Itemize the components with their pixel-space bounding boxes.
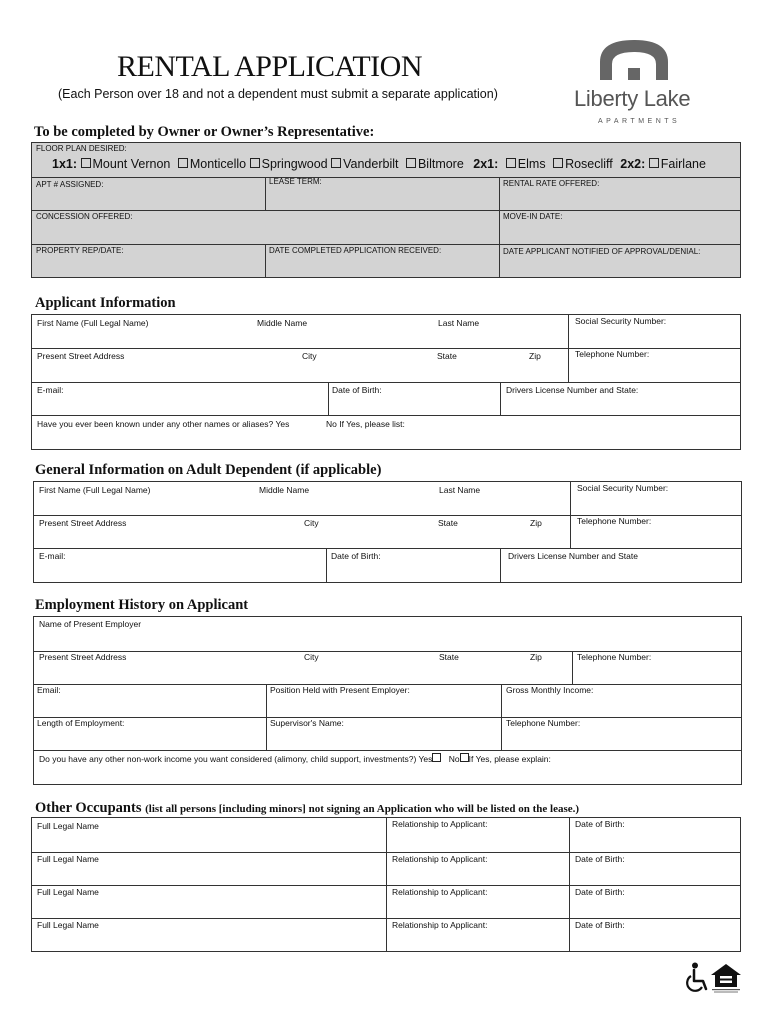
liberty-lake-logo-icon (568, 36, 703, 131)
emp-zip-label: Zip (530, 652, 542, 662)
emp-street-label: Present Street Address (39, 652, 127, 662)
page-title: RENTAL APPLICATION (117, 50, 422, 83)
occupant-name-label: Full Legal Name (37, 920, 99, 930)
email-label: E-mail: (37, 385, 64, 395)
occupant-name-label: Full Legal Name (37, 887, 99, 897)
dep-last-name-label: Last Name (439, 485, 481, 495)
occupant-name-label: Full Legal Name (37, 854, 99, 864)
supervisor-phone-label: Telephone Number: (506, 718, 581, 728)
occupant-dob-label: Date of Birth: (575, 887, 625, 897)
checkbox-mount-vernon[interactable] (81, 158, 91, 168)
occupants-heading-row (35, 800, 579, 817)
logo-name: Liberty Lake (574, 86, 691, 111)
emp-phone-label: Telephone Number: (577, 652, 652, 662)
employer-label: Name of Present Employer (39, 619, 142, 629)
dep-email-label: E-mail: (39, 551, 66, 561)
occupant-dob-label: Date of Birth: (575, 819, 625, 829)
ssn-label: Social Security Number: (575, 316, 667, 326)
checkbox-biltmore[interactable] (406, 158, 416, 168)
state-label: State (437, 351, 457, 361)
applicant-heading: Applicant Information (35, 295, 176, 311)
occupant-relationship-label: Relationship to Applicant: (392, 854, 488, 864)
middle-name-label: Middle Name (257, 318, 308, 328)
move-in-label: MOVE-IN DATE: (503, 212, 563, 221)
dependent-heading: General Information on Adult Dependent (if applicable) (35, 462, 382, 478)
other-income-question: Do you have any other non-work income you want considered (alimony, child support, investments?) Yes (39, 754, 433, 764)
option-biltmore: Biltmore (417, 157, 464, 171)
equal-housing-icon (709, 962, 743, 994)
lease-term-label: LEASE TERM: (269, 177, 322, 186)
first-name-label: First Name (Full Legal Name) (37, 318, 149, 328)
occupant-name-label: Full Legal Name (37, 821, 99, 831)
group-2x1-label: 2x1: (473, 157, 499, 171)
other-income-no-label: No (448, 754, 460, 764)
option-monticello: Monticello (189, 157, 247, 171)
group-2x2-label: 2x2: (620, 157, 646, 171)
employment-heading: Employment History on Applicant (35, 597, 249, 613)
applicant-box (31, 314, 741, 450)
dep-middle-name-label: Middle Name (259, 485, 310, 495)
emp-state-label: State (439, 652, 459, 662)
rental-rate-label: RENTAL RATE OFFERED: (503, 179, 600, 188)
other-income-no-checkbox[interactable] (460, 753, 469, 762)
occupants-heading: Other Occupants (35, 800, 142, 816)
phone-label: Telephone Number: (575, 349, 650, 359)
property-rep-label: PROPERTY REP/DATE: (36, 246, 124, 255)
dependent-box (33, 481, 742, 583)
dep-license-label: Drivers License Number and State (508, 551, 638, 561)
option-mount-vernon: Mount Vernon (92, 157, 171, 171)
supervisor-label: Supervisor's Name: (270, 718, 344, 728)
dep-street-label: Present Street Address (39, 518, 127, 528)
dep-city-label: City (304, 518, 319, 528)
concession-label: CONCESSION OFFERED: (36, 212, 133, 221)
city-label: City (302, 351, 317, 361)
dep-first-name-label: First Name (Full Legal Name) (39, 485, 151, 495)
occupant-relationship-label: Relationship to Applicant: (392, 887, 488, 897)
occupant-dob-label: Date of Birth: (575, 854, 625, 864)
dob-label: Date of Birth: (332, 385, 382, 395)
emp-email-label: Email: (37, 685, 61, 695)
date-completed-label: DATE COMPLETED APPLICATION RECEIVED: (269, 246, 442, 255)
floor-plan-options (20, 157, 706, 171)
dep-dob-label: Date of Birth: (331, 551, 381, 561)
dep-phone-label: Telephone Number: (577, 516, 652, 526)
income-label: Gross Monthly Income: (506, 685, 594, 695)
option-rosecliff: Rosecliff (565, 157, 613, 171)
checkbox-fairlane[interactable] (649, 158, 659, 168)
occupant-relationship-label: Relationship to Applicant: (392, 819, 488, 829)
position-label: Position Held with Present Employer: (270, 685, 410, 695)
date-notified-label: DATE APPLICANT NOTIFIED OF APPROVAL/DENIAL: (503, 247, 701, 256)
other-income-row (39, 753, 551, 764)
option-elms: Elms (517, 157, 546, 171)
occupant-relationship-label: Relationship to Applicant: (392, 920, 488, 930)
checkbox-vanderbilt[interactable] (331, 158, 341, 168)
last-name-label: Last Name (438, 318, 480, 328)
employment-box (33, 616, 742, 785)
length-label: Length of Employment: (37, 718, 125, 728)
floor-plan-label: FLOOR PLAN DESIRED: (36, 144, 127, 153)
checkbox-springwood[interactable] (250, 158, 260, 168)
occupants-box (31, 817, 741, 952)
option-vanderbilt: Vanderbilt (343, 157, 399, 171)
zip-label: Zip (529, 351, 541, 361)
option-springwood: Springwood (261, 157, 328, 171)
checkbox-elms[interactable] (506, 158, 516, 168)
aliases-no-label: No If Yes, please list: (326, 419, 405, 429)
other-income-yes-checkbox[interactable] (432, 753, 441, 762)
occupants-heading-note: (list all persons [including minors] not signing an Application who will be listed on the lease.) (145, 803, 580, 815)
street-label: Present Street Address (37, 351, 125, 361)
group-1x1-label: 1x1: (52, 157, 78, 171)
checkbox-monticello[interactable] (178, 158, 188, 168)
apt-assigned-label: APT # ASSIGNED: (36, 180, 104, 189)
page-subtitle: (Each Person over 18 and not a dependent must submit a separate application) (58, 87, 498, 101)
emp-city-label: City (304, 652, 319, 662)
owner-section-heading: To be completed by Owner or Owner’s Representative: (34, 124, 375, 140)
dep-state-label: State (438, 518, 458, 528)
aliases-question: Have you ever been known under any other names or aliases? Yes (37, 419, 290, 429)
dep-zip-label: Zip (530, 518, 542, 528)
checkbox-rosecliff[interactable] (553, 158, 563, 168)
option-fairlane: Fairlane (660, 157, 706, 171)
logo-subtitle: APARTMENTS (598, 118, 681, 125)
wheelchair-icon (686, 962, 710, 994)
license-label: Drivers License Number and State: (506, 385, 639, 395)
other-income-explain-label: If Yes, please explain: (468, 754, 551, 764)
dep-ssn-label: Social Security Number: (577, 483, 669, 493)
occupant-dob-label: Date of Birth: (575, 920, 625, 930)
